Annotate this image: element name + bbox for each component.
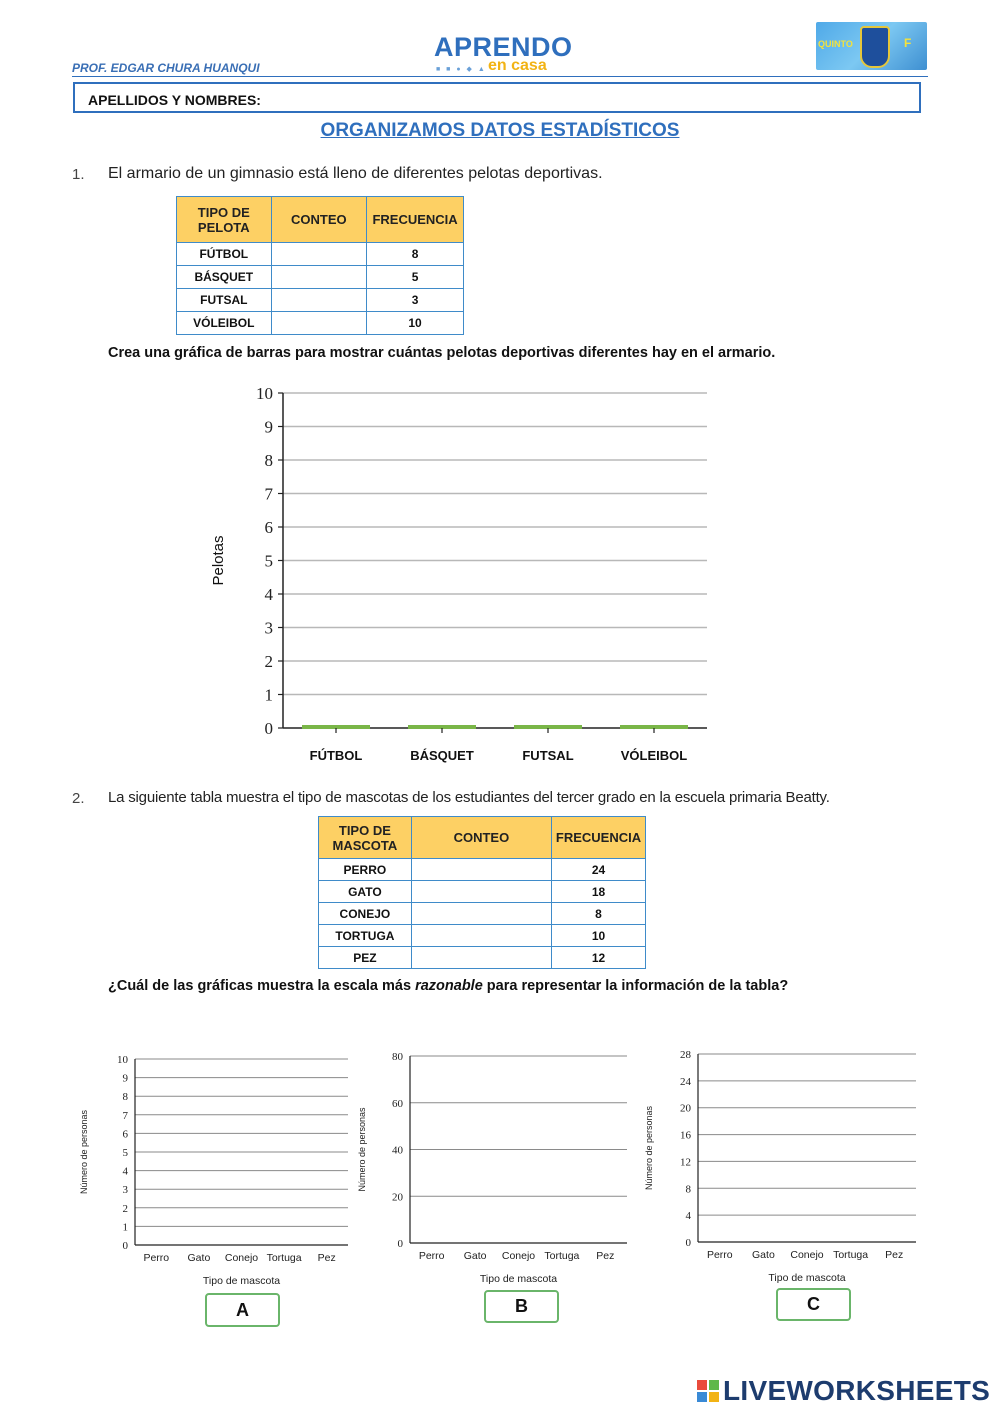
q2-header-freq: FRECUENCIA (552, 817, 646, 859)
q1-number: 1. (72, 166, 85, 183)
q1-row-freq: 10 (367, 312, 464, 335)
q2-header-tally: CONTEO (411, 817, 551, 859)
x-tick-label: Gato (752, 1249, 775, 1261)
q1-tally-input[interactable] (271, 266, 367, 289)
y-tick-label: 7 (122, 1109, 128, 1122)
logo-square-icon (697, 1380, 707, 1390)
q2-tally-input[interactable] (411, 925, 551, 947)
logo-square-icon (709, 1380, 719, 1390)
q1-header-freq: FRECUENCIA (367, 197, 464, 243)
y-tick-label: 0 (685, 1237, 691, 1249)
x-tick-label: Tortuga (544, 1250, 580, 1262)
option-b-chart (352, 1045, 637, 1290)
x-axis-label: Tipo de mascota (768, 1272, 846, 1284)
q1-row-freq: 8 (367, 243, 464, 266)
liveworksheets-text: LIVEWORKSHEETS (723, 1375, 991, 1406)
x-tick-label: FÚTBOL (309, 748, 363, 763)
y-tick-label: 3 (264, 618, 273, 638)
q2-row-freq: 8 (552, 903, 646, 925)
x-tick-label: Gato (463, 1250, 487, 1262)
y-tick-label: 6 (264, 518, 273, 537)
y-tick-label: 2 (122, 1202, 128, 1215)
y-tick-label: 7 (264, 484, 273, 504)
option-b-button[interactable]: B (484, 1290, 559, 1323)
option-c-button[interactable]: C (776, 1288, 851, 1321)
table-row (177, 266, 464, 289)
x-tick-label: Perro (706, 1249, 733, 1261)
q2-row-freq: 24 (552, 859, 646, 881)
y-tick-label: 8 (122, 1091, 128, 1104)
header-divider (72, 76, 928, 77)
table-row (319, 881, 646, 903)
option-a-chart (75, 1045, 360, 1290)
logo-square-icon (709, 1392, 719, 1402)
x-tick-label: Gato (187, 1252, 211, 1264)
y-tick-label: 9 (122, 1072, 128, 1085)
logo-title: APRENDO (434, 32, 573, 62)
q2-number: 2. (72, 790, 85, 807)
option-a-button[interactable]: A (205, 1293, 280, 1327)
y-tick-label: 6 (122, 1128, 128, 1141)
y-tick-label: 0 (264, 719, 273, 738)
school-shield-icon (860, 26, 890, 68)
q1-row-type: FUTSAL (177, 289, 272, 312)
y-tick-label: 8 (264, 451, 273, 470)
y-tick-label: 0 (122, 1240, 128, 1252)
y-tick-label: 20 (392, 1191, 403, 1204)
x-tick-label: Tortuga (266, 1252, 302, 1264)
q2-tally-input[interactable] (411, 859, 551, 881)
q1-row-type: FÚTBOL (177, 243, 272, 266)
y-tick-label: 1 (122, 1221, 128, 1234)
y-tick-label: 5 (122, 1147, 128, 1159)
y-tick-label: 9 (264, 417, 273, 437)
q1-table (176, 196, 464, 335)
y-tick-label: 10 (256, 384, 273, 403)
q2-question-emphasis: razonable (415, 978, 483, 994)
q2-question (108, 978, 788, 994)
q2-row-type: PEZ (319, 947, 412, 969)
teacher-name: PROF. EDGAR CHURA HUANQUI (72, 61, 260, 75)
q2-row-type: TORTUGA (319, 925, 412, 947)
x-axis-label: Tipo de mascota (479, 1273, 558, 1285)
q1-bar-chart[interactable] (195, 378, 725, 770)
aprendo-en-casa-logo (432, 32, 573, 79)
x-tick-label: Pez (596, 1250, 615, 1262)
y-tick-label: 60 (392, 1097, 403, 1110)
y-axis-label: Número de personas (357, 1107, 367, 1192)
table-row (319, 903, 646, 925)
y-axis-label: Número de personas (644, 1105, 654, 1191)
q2-tally-input[interactable] (411, 903, 551, 925)
q2-header-type: TIPO DE MASCOTA (319, 817, 412, 859)
logo-square-icon (697, 1392, 707, 1402)
q1-row-type: VÓLEIBOL (177, 312, 272, 335)
y-tick-label: 4 (685, 1210, 691, 1223)
y-tick-label: 4 (122, 1165, 128, 1178)
table-row (319, 947, 646, 969)
q2-question-part1: ¿Cuál de las gráficas muestra la escala más (108, 978, 416, 994)
x-tick-label: Conejo (790, 1249, 824, 1261)
q2-row-type: GATO (319, 881, 412, 903)
y-tick-label: 1 (264, 685, 273, 705)
y-tick-label: 0 (397, 1238, 403, 1250)
y-axis-label: Pelotas (210, 535, 227, 586)
q1-instruction: Crea una gráfica de barras para mostrar cuántas pelotas deportivas diferentes hay en el armario. (108, 345, 776, 361)
option-c-chart (640, 1043, 925, 1288)
x-tick-label: Conejo (224, 1252, 259, 1264)
q1-row-freq: 3 (367, 289, 464, 312)
page-title: ORGANIZAMOS DATOS ESTADÍSTICOS (320, 120, 680, 141)
y-axis-label: Número de personas (79, 1109, 89, 1195)
q1-tally-input[interactable] (271, 289, 367, 312)
q2-text: La siguiente tabla muestra el tipo de mascotas de los estudiantes del tercer grado en la escuela primaria Beatty. (108, 789, 830, 806)
y-tick-label: 4 (264, 585, 273, 604)
q2-table (318, 816, 646, 969)
y-tick-label: 16 (680, 1129, 691, 1142)
y-tick-label: 12 (680, 1156, 691, 1169)
badge-section: F (904, 36, 912, 50)
x-tick-label: Conejo (501, 1250, 536, 1262)
y-tick-label: 3 (122, 1184, 128, 1197)
q2-question-part2: para representar la información de la tabla? (482, 978, 789, 994)
table-row (319, 859, 646, 881)
y-tick-label: 20 (680, 1102, 691, 1115)
q1-tally-input[interactable] (271, 243, 367, 266)
name-label: APELLIDOS Y NOMBRES: (88, 92, 261, 108)
q1-row-freq: 5 (367, 266, 464, 289)
q2-row-freq: 10 (552, 925, 646, 947)
q1-header-type: TIPO DE PELOTA (177, 197, 272, 243)
x-tick-label: Pez (885, 1249, 904, 1261)
y-tick-label: 80 (392, 1051, 403, 1063)
q2-row-freq: 12 (552, 947, 646, 969)
x-tick-label: Perro (418, 1250, 445, 1262)
x-tick-label: Pez (317, 1252, 336, 1264)
y-tick-label: 40 (392, 1144, 403, 1157)
table-row (319, 925, 646, 947)
q1-header-tally: CONTEO (271, 197, 367, 243)
table-row (177, 243, 464, 266)
x-axis-label: Tipo de mascota (202, 1275, 281, 1287)
table-row (177, 289, 464, 312)
y-tick-label: 2 (264, 652, 273, 671)
y-tick-label: 10 (117, 1054, 128, 1066)
x-tick-label: FUTSAL (522, 748, 574, 763)
name-field[interactable] (73, 82, 921, 113)
school-badge (816, 22, 927, 70)
q2-row-type: CONEJO (319, 903, 412, 925)
q2-row-freq: 18 (552, 881, 646, 903)
table-row (177, 312, 464, 335)
y-tick-label: 5 (264, 551, 273, 571)
x-tick-label: BÁSQUET (410, 748, 474, 763)
q1-row-type: BÁSQUET (177, 266, 272, 289)
x-tick-label: VÓLEIBOL (620, 748, 688, 763)
q2-row-type: PERRO (319, 859, 412, 881)
y-tick-label: 28 (680, 1049, 691, 1061)
q1-tally-input[interactable] (271, 312, 367, 335)
q1-text: El armario de un gimnasio está lleno de diferentes pelotas deportivas. (108, 165, 603, 182)
badge-grade: QUINTO (818, 39, 853, 49)
logo-subtitle: en casa (488, 57, 547, 74)
x-tick-label: Tortuga (833, 1249, 869, 1261)
x-tick-label: Perro (143, 1252, 170, 1264)
y-tick-label: 8 (685, 1183, 691, 1196)
q2-tally-input[interactable] (411, 881, 551, 903)
y-tick-label: 24 (680, 1075, 691, 1088)
logo-dots-icon: ■ ■ ● ◆ ▲ (436, 66, 487, 73)
q2-tally-input[interactable] (411, 947, 551, 969)
